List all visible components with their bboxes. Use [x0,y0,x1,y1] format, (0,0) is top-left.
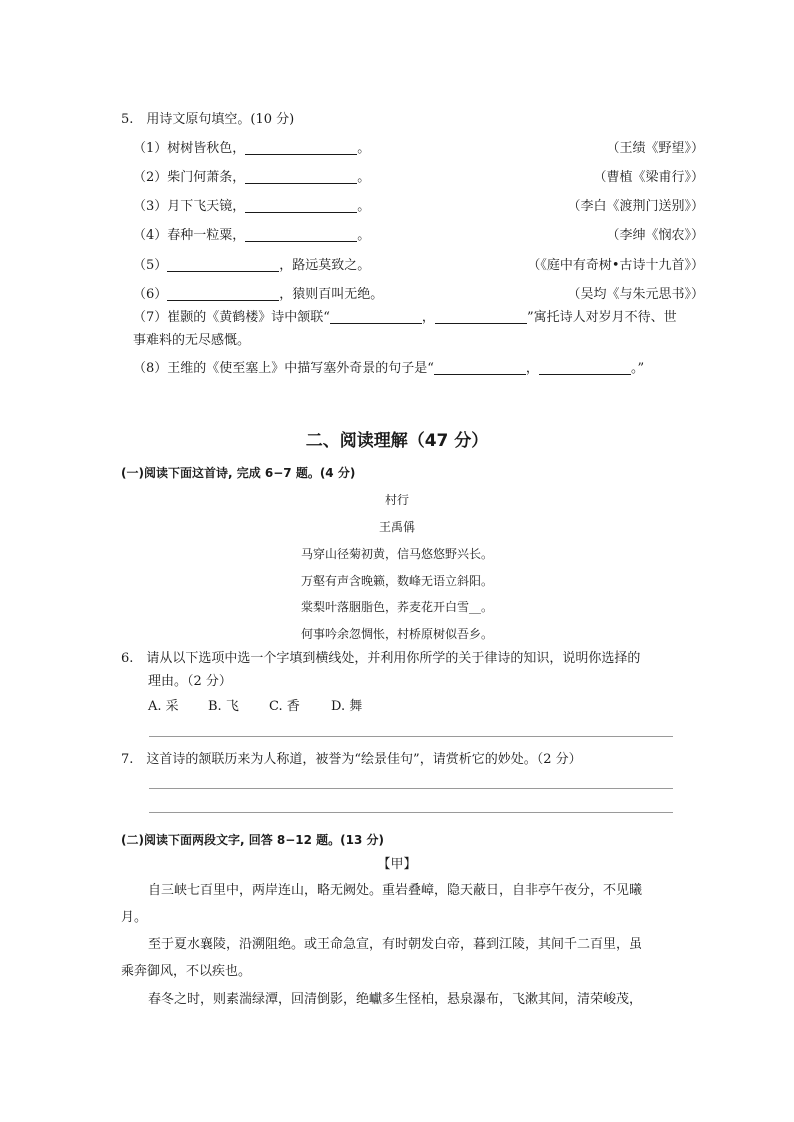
passage-line: 自三峡七百里中，两岸连山，略无阙处。重岩叠嶂，隐天蔽日，自非亭午夜分，不见曦 [148,883,643,898]
answer-blank[interactable] [245,227,357,242]
q5-item-text: （6） [133,287,168,302]
q6-option-b[interactable]: B. 飞 [208,699,239,714]
q5-item-suffix: ，猿则百叫无绝。 [279,287,384,302]
q5-source: （李绅《悯农》） [606,228,704,243]
part1-heading: (一)阅读下面这首诗, 完成 6−7 题。(4 分) [121,466,356,480]
q6-text-line1: 6. 请从以下选项中选一个字填到横线处，并利用你所学的关于律诗的知识，说明你选择的 [121,651,641,666]
answer-line[interactable] [149,788,673,789]
q5-item-text: （2）柴门何萧条， [133,170,246,185]
poem-line: 马穿山径菊初黄，信马悠悠野兴长。 [300,547,493,561]
q5-item-suffix: 。 [357,141,371,156]
q5-item-suffix: 。 [357,228,371,243]
answer-line[interactable] [149,812,673,813]
answer-blank[interactable] [167,257,279,272]
q5-item-text: （5） [133,258,168,273]
q6-option-c[interactable]: C. 香 [269,699,300,714]
section-title: 二、阅读理解（47 分） [305,431,489,451]
q5-item-text: （3）月下飞天镜， [133,199,246,214]
q5-item-text-line2: 事难料的无尽感慨。 [133,333,251,348]
q5-source: （《庭中有奇树•古诗十九首》） [527,258,704,273]
q5-item-text: （4）春种一粒粟， [133,228,246,243]
passage-line: 春冬之时，则素湍绿潭，回清倒影，绝巘多生怪柏，悬泉瀑布，飞漱其间，清荣峻茂， [148,992,643,1007]
q5-item-suffix: ，路远莫致之。 [279,258,371,273]
answer-blank[interactable] [539,360,631,375]
q5-item-text-tail: ”寓托诗人对岁月不待、世 [526,310,677,325]
q6-option-d[interactable]: D. 舞 [331,699,363,714]
answer-blank[interactable] [434,360,526,375]
passage-line: 月。 [121,910,148,925]
q7-text: 7. 这首诗的颔联历来为人称道，被誉为“绘景佳句”，请赏析它的妙处。（2 分） [121,752,582,767]
q5-item-text: （7）崔颢的《黄鹤楼》诗中颔联“ [133,310,330,325]
q5-source: （吴均《与朱元思书》） [567,287,704,302]
q5-source: （李白《渡荆门送别》） [567,199,704,214]
q5-item-separator: ， [421,310,435,325]
poem-line: 何事吟余忽惆怅，村桥原树似吾乡。 [300,627,493,641]
poem-title: 村行 [384,493,409,507]
q5-item-text: （8）王维的《使至塞上》中描写塞外奇景的句子是“ [133,361,434,376]
q5-source: （曹植《梁甫行》） [593,170,704,185]
q5-item-suffix: 。 [357,199,371,214]
q5-stem: 5. 用诗文原句填空。(10 分) [121,112,295,127]
poem-line: 棠梨叶落胭脂色，荞麦花开白雪__。 [300,600,493,614]
passage-label: 【甲】 [377,857,417,872]
poem-line: 万壑有声含晚籁，数峰无语立斜阳。 [300,574,493,588]
answer-line[interactable] [149,736,673,737]
answer-blank[interactable] [435,309,527,324]
q6-text-line2: 理由。（2 分） [148,674,232,689]
part2-heading: (二)阅读下面两段文字, 回答 8−12 题。(13 分) [121,833,385,847]
answer-blank[interactable] [245,140,357,155]
q5-item-text-tail: 。” [630,361,645,376]
q6-option-a[interactable]: A. 采 [148,699,179,714]
q5-item-separator: ， [525,361,539,376]
answer-blank[interactable] [330,309,422,324]
q5-item-suffix: 。 [357,170,371,185]
q5-source: （王绩《野望》） [606,141,704,156]
passage-line: 至于夏水襄陵，沿溯阻绝。或王命急宣，有时朝发白帝，暮到江陵，其间千二百里，虽 [148,937,643,952]
poem-author: 王禹偁 [378,520,415,534]
answer-blank[interactable] [245,198,357,213]
answer-blank[interactable] [245,169,357,184]
q5-item-text: （1）树树皆秋色， [133,141,246,156]
answer-blank[interactable] [167,286,279,301]
passage-line: 乘奔御风，不以疾也。 [121,964,252,979]
